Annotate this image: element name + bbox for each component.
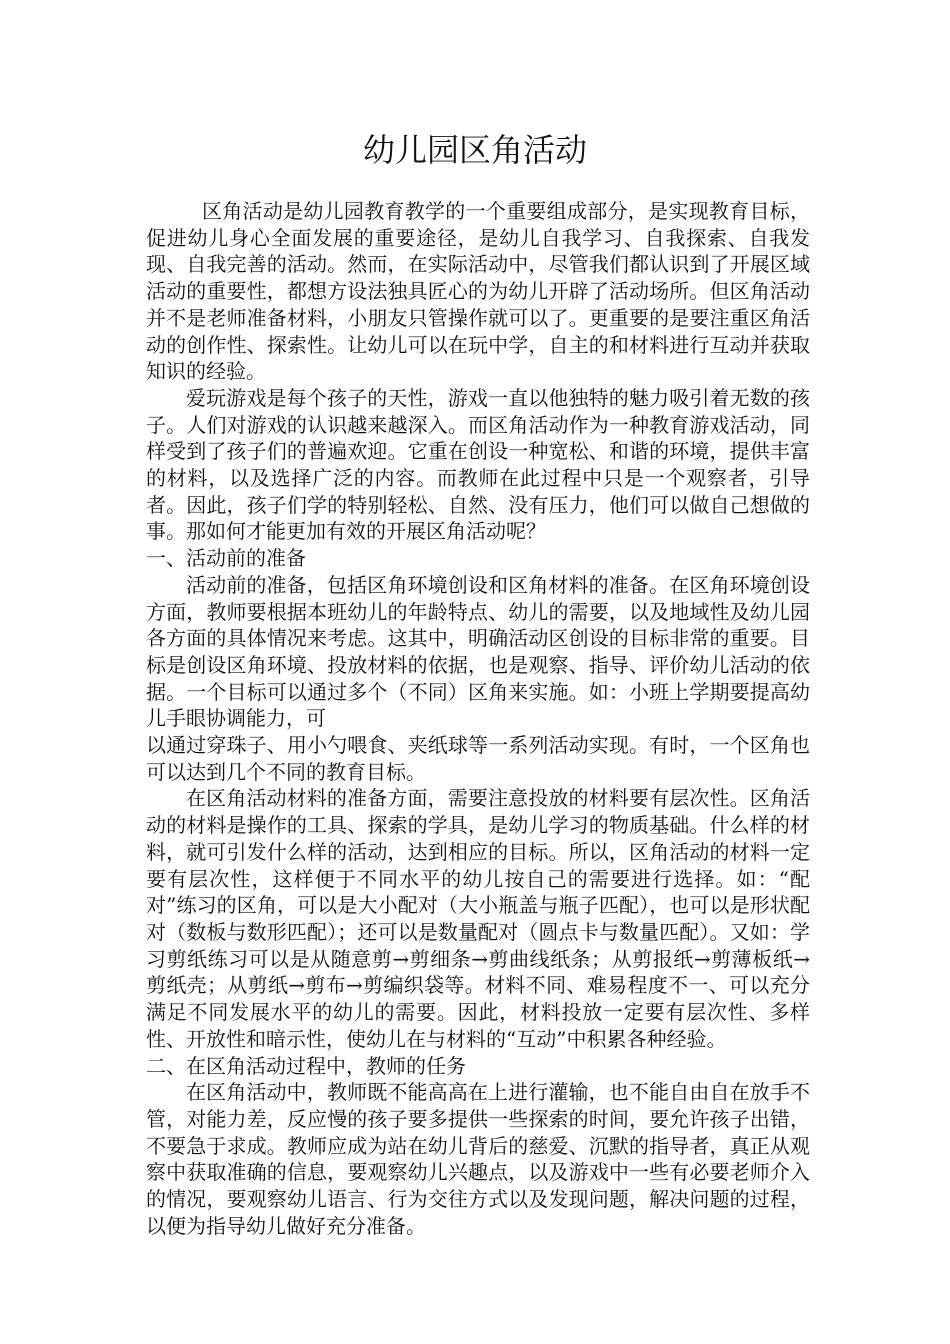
section-heading-2: 二、在区角活动过程中，教师的任务	[146, 1053, 466, 1078]
section1-paragraph-1: 活动前的准备，包括区角环境创设和区角材料的准备。在区角环境创设方面，教师要根据本班幼儿的年龄特点、幼儿的需要，以及地域性及幼儿园各方面的具体情况来考虑。这其中，明确活动区创设的目标非常的重要。目标是创设区角环境、投放材料的依据，也是观察、指导、评价幼儿活动的依据。一个目标可以通过多个（不同）区角来实施。如：小班上学期要提高幼儿手眼协调能力，可	[146, 572, 810, 731]
section2-paragraph-1: 在区角活动中，教师既不能高高在上进行灌输，也不能自由自在放手不管，对能力差，反应慢的孩子要多提供一些探索的时间，要允许孩子出错，不要急于求成。教师应成为站在幼儿背后的慈爱、沉默的指导者，真正从观察中获取准确的信息，要观察幼儿兴趣点，以及游戏中一些有必要老师介入的情况，要观察幼儿语言、行为交往方式以及发现问题，解决问题的过程，以便为指导幼儿做好充分准备。	[146, 1080, 810, 1238]
document-title: 幼儿园区角活动	[362, 131, 587, 169]
document-body	[146, 198, 810, 1239]
intro-paragraph-1: 区角活动是幼儿园教育教学的一个重要组成部分，是实现教育目标，促进幼儿身心全面发展的重要途径，是幼儿自我学习、自我探索、自我发现、自我完善的活动。然而，在实际活动中，尽管我们都认识到了开展区域活动的重要性，都想方设法独具匠心的为幼儿开辟了活动场所。但区角活动并不是老师准备材料，小朋友只管操作就可以了。更重要的是要注重区角活动的创作性、探索性。让幼儿可以在玩中学，自主的和材料进行互动并获取知识的经验。	[146, 199, 810, 384]
intro-paragraph-2: 爱玩游戏是每个孩子的天性，游戏一直以他独特的魅力吸引着无数的孩子。人们对游戏的认识越来越深入。而区角活动作为一种教育游戏活动，同样受到了孩子们的普遍欢迎。它重在创设一种宽松、和谐的环境，提供丰富的材料，以及选择广泛的内容。而教师在此过程中只是一个观察者，引导者。因此，孩子们学的特别轻松、自然、没有压力，他们可以做自己想做的事。那如何才能更加有效的开展区角活动呢？	[146, 385, 810, 544]
section-heading-1: 一、活动前的准备	[146, 546, 306, 571]
section1-paragraph-1-continued: 以通过穿珠子、用小勺喂食、夹纸球等一系列活动实现。有时，一个区角也可以达到几个不同的教育目标。	[146, 733, 810, 784]
section1-paragraph-2: 在区角活动材料的准备方面，需要注意投放的材料要有层次性。区角活动的材料是操作的工具、探索的学具，是幼儿学习的物质基础。什么样的材料，就可引发什么样的活动，达到相应的目标。所以，区角活动的材料一定要有层次性，这样便于不同水平的幼儿按自己的需要进行选择。如：“配对”练习的区角，可以是大小配对（大小瓶盖与瓶子匹配），也可以是形状配对（数板与数形匹配）；还可以是数量配对（圆点卡与数量匹配）。又如：学习剪纸练习可以是从随意剪→剪细条→剪曲线纸条；从剪报纸→剪薄板纸→剪纸壳；从剪纸→剪布→剪编织袋等。材料不同、难易程度不一、可以充分满足不同发展水平的幼儿的需要。因此，材料投放一定要有层次性、多样性、开放性和暗示性，使幼儿在与材料的“互动”中积累各种经验。	[146, 786, 810, 1051]
